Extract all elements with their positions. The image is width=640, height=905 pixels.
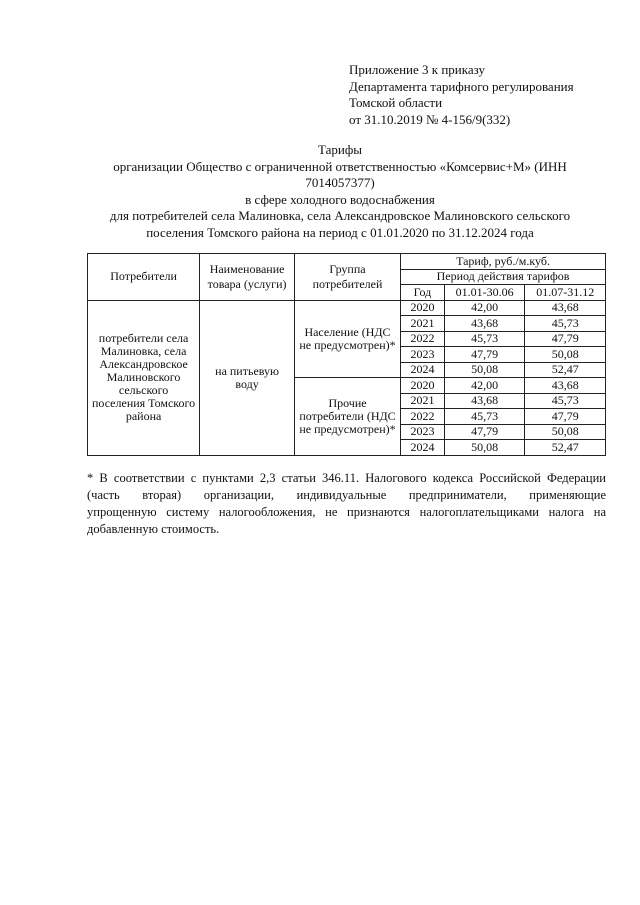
year-cell: 2020 xyxy=(401,378,445,394)
appendix-line: от 31.10.2019 № 4-156/9(332) xyxy=(349,111,511,127)
tariff-cell: 42,00 xyxy=(444,378,525,394)
tariff-cell: 45,73 xyxy=(525,393,606,409)
tariff-cell: 47,79 xyxy=(525,409,606,425)
header-product: Наименование товара (услуги) xyxy=(200,254,295,301)
tariff-cell: 43,68 xyxy=(444,316,525,332)
tariff-cell: 52,47 xyxy=(525,362,606,378)
header-consumers: Потребители xyxy=(88,254,200,301)
header-period1: 01.01-30.06 xyxy=(444,285,525,301)
tariff-cell: 50,08 xyxy=(444,440,525,456)
header-group: Группа потребителей xyxy=(294,254,400,301)
tariff-cell: 42,00 xyxy=(444,300,525,316)
header-tariff: Тариф, руб./м.куб. xyxy=(401,254,606,270)
consumers-cell: потребители села Малиновка, села Александровское Малиновского сельского поселения Томского района xyxy=(88,300,200,455)
appendix-line: Департамента тарифного регулирования xyxy=(349,78,574,94)
year-cell: 2021 xyxy=(401,316,445,332)
tariff-cell: 43,68 xyxy=(444,393,525,409)
year-cell: 2022 xyxy=(401,409,445,425)
tariff-cell: 52,47 xyxy=(525,440,606,456)
tariff-cell: 45,73 xyxy=(444,409,525,425)
year-cell: 2023 xyxy=(401,424,445,440)
table-row xyxy=(88,300,606,316)
heading-line: организации Общество с ограниченной ответственностью «Комсервис+М» (ИНН xyxy=(113,158,567,174)
product-cell: на питьевую воду xyxy=(200,300,295,455)
footnote xyxy=(87,470,606,538)
document-title: Тарифы xyxy=(317,142,362,157)
group-cell: Прочие потребители (НДС не предусмотрен)* xyxy=(294,378,400,456)
appendix-line: Томской области xyxy=(349,95,443,110)
tariff-cell: 47,79 xyxy=(525,331,606,347)
heading-line: в сфере холодного водоснабжения xyxy=(245,191,435,207)
tariff-cell: 50,08 xyxy=(444,362,525,378)
heading-line: для потребителей села Малиновка, села Александровское Малиновского сельского xyxy=(109,208,571,223)
tariff-table xyxy=(87,253,606,456)
footnote-line: упрощенную систему налогообложения, не признаются налогоплательщиками налога на xyxy=(87,505,606,519)
heading-line: поселения Томского района на период с 01.01.2020 по 31.12.2024 года xyxy=(146,224,534,240)
tariff-cell: 47,79 xyxy=(444,424,525,440)
footnote-line: * В соответствии с пунктами 2,3 статьи 346.11. Налогового кодекса Российской Федерации xyxy=(87,471,606,485)
year-cell: 2023 xyxy=(401,347,445,363)
tariff-cell: 47,79 xyxy=(444,347,525,363)
tariff-cell: 43,68 xyxy=(525,300,606,316)
header-period2: 01.07-31.12 xyxy=(525,285,606,301)
group-cell: Население (НДС не предусмотрен)* xyxy=(294,300,400,378)
year-cell: 2022 xyxy=(401,331,445,347)
footnote-line: добавленную стоимость. xyxy=(87,522,220,536)
document-heading xyxy=(60,142,620,241)
header-period: Период действия тарифов xyxy=(401,269,606,285)
appendix-block xyxy=(349,62,574,128)
table-header-row xyxy=(88,254,606,270)
header-year: Год xyxy=(401,285,445,301)
footnote-line: (часть вторая) организации, индивидуальные предприниматели, применяющие xyxy=(87,488,606,502)
tariff-cell: 43,68 xyxy=(525,378,606,394)
tariff-cell: 45,73 xyxy=(444,331,525,347)
appendix-line: Приложение 3 к приказу xyxy=(349,62,486,77)
year-cell: 2020 xyxy=(401,300,445,316)
heading-line: 7014057377) xyxy=(305,175,375,190)
year-cell: 2024 xyxy=(401,362,445,378)
tariff-cell: 50,08 xyxy=(525,347,606,363)
tariff-cell: 45,73 xyxy=(525,316,606,332)
tariff-cell: 50,08 xyxy=(525,424,606,440)
year-cell: 2021 xyxy=(401,393,445,409)
year-cell: 2024 xyxy=(401,440,445,456)
